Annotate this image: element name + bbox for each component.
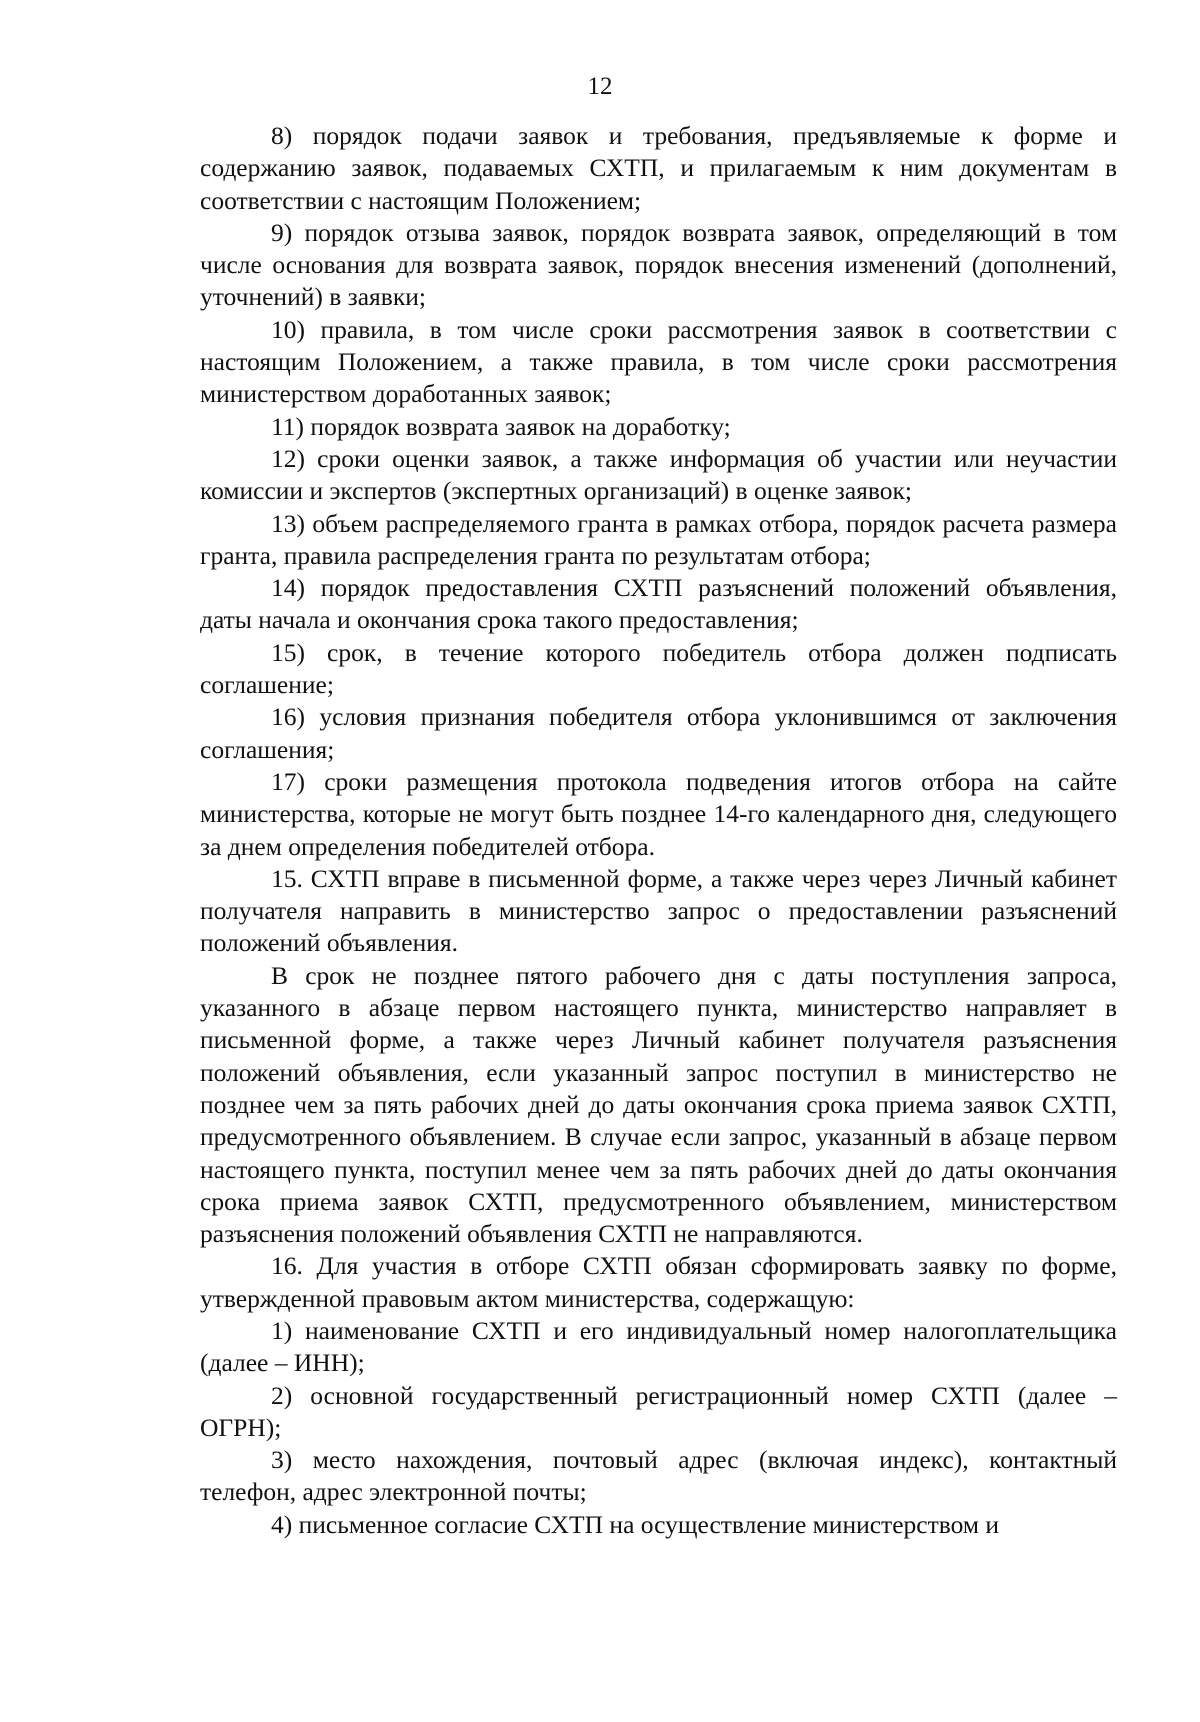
paragraph-subitem-2: 2) основной государственный регистрационный номер СХТП (далее – ОГРН); (200, 1380, 1117, 1442)
paragraph-item-14: 14) порядок предоставления СХТП разъяснений положений объявления, даты начала и окончания срока такого предоставления; (200, 573, 1117, 635)
page-number: 12 (587, 73, 613, 100)
paragraph-clause-16: 16. Для участия в отборе СХТП обязан сформировать заявку по форме, утвержденной правовым актом министерства, содержащую: (200, 1251, 1117, 1313)
paragraph-item-17: 17) сроки размещения протокола подведения итогов отбора на сайте министерства, которые не могут быть позднее 14-го календарного дня, следующего за днем определения победителей отбора. (200, 766, 1117, 861)
paragraph-clause-15: 15. СХТП вправе в письменной форме, а также через через Личный кабинет получателя направить в министерство запрос о предоставлении разъяснений положений объявления. (200, 863, 1117, 958)
paragraph-subitem-3: 3) место нахождения, почтовый адрес (включая индекс), контактный телефон, адрес электронной почты; (200, 1445, 1117, 1507)
paragraph-item-12: 12) сроки оценки заявок, а также информация об участии или неучастии комиссии и экспертов (экспертных организаций) в оценке заявок; (200, 443, 1117, 506)
paragraph-subitem-1: 1) наименование СХТП и его индивидуальный номер налогоплательщика (далее – ИНН); (200, 1315, 1117, 1378)
paragraph-item-10: 10) правила, в том числе сроки рассмотрения заявок в соответствии с настоящим Положением, а также правила, в том числе сроки рассмотрения министерством доработанных заявок; (200, 314, 1117, 409)
paragraph-item-13: 13) объем распределяемого гранта в рамках отбора, порядок расчета размера гранта, правила распределения гранта по результатам отбора; (200, 508, 1117, 570)
paragraph-clause-15-second: В срок не позднее пятого рабочего дня с даты поступления запроса, указанного в абзаце первом настоящего пункта, министерство направляет в письменной форме, а также через Личный кабинет получателя разъяснения положений объявления, если указанный запрос поступил в министерство не позднее чем за пять рабочих дней до даты окончания срока приема заявок СХТП, предусмотренного объявлением. В случае если запрос, указанный в абзаце первом настоящего пункта, поступил менее чем за пять рабочих дней до даты окончания срока приема заявок СХТП, предусмотренного объявлением, министерством разъяснения положений объявления СХТП не направляются. (200, 960, 1117, 1249)
document-body (200, 120, 1117, 1541)
paragraph-subitem-4: 4) письменное согласие СХТП на осуществление министерством и (271, 1509, 1000, 1539)
paragraph-item-16: 16) условия признания победителя отбора уклонившимся от заключения соглашения; (200, 702, 1117, 764)
paragraph-item-11: 11) порядок возврата заявок на доработку; (271, 411, 731, 441)
paragraph-item-9: 9) порядок отзыва заявок, порядок возврата заявок, определяющий в том числе основания для возврата заявок, порядок внесения изменений (дополнений, уточнений) в заявки; (200, 217, 1117, 312)
paragraph-item-8: 8) порядок подачи заявок и требования, предъявляемые к форме и содержанию заявок, подаваемых СХТП, и прилагаемым к ним документам в соответствии с настоящим Положением; (200, 121, 1117, 215)
paragraph-item-15: 15) срок, в течение которого победитель отбора должен подписать соглашение; (200, 637, 1117, 700)
